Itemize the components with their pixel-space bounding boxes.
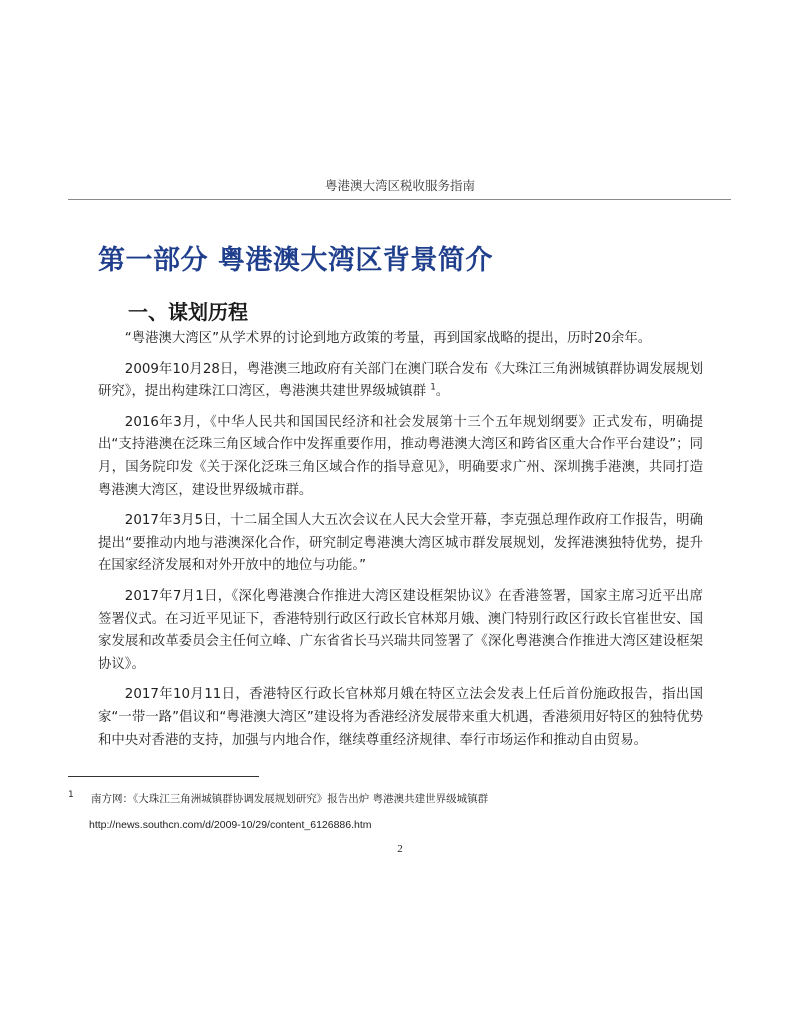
footnote-url[interactable]: http://news.southcn.com/d/2009-10/29/content_6126886.htm xyxy=(89,819,372,831)
paragraph-1: “粤港澳大湾区”从学术界的讨论到地方政策的考量，再到国家战略的提出，历时20余年。 xyxy=(124,331,652,346)
footnote-text: 南方网：《大珠江三角洲城镇群协调发展规划研究》报告出炉 粤港澳共建世界级城镇群 xyxy=(91,793,489,805)
paragraph-2-end: 。 xyxy=(435,384,450,400)
paragraph-2 xyxy=(98,359,703,404)
running-header: 粤港澳大湾区税收服务指南 xyxy=(324,178,475,193)
part-title: 第一部分 粤港澳大湾区背景简介 xyxy=(98,245,493,276)
footnote-marker: 1 xyxy=(68,790,74,800)
paragraph-5: 2017年7月1日，《深化粤港澳合作推进大湾区建设框架协议》在香港签署，国家主席习近平出席签署仪式。在习近平见证下，香港特别行政区行政长官林郑月娥、澳门特别行政区行政长官崔世安、国家发展和改革委员会主任何立峰、广东省省长马兴瑞共同签署了《深化粤港澳合作推进大湾区建设框架协议》。 xyxy=(98,588,703,672)
footnote-reference[interactable]: 1 xyxy=(430,382,436,393)
page-number: 2 xyxy=(397,843,403,855)
footnote xyxy=(68,786,728,838)
paragraph-3: 2016年3月，《中华人民共和国国民经济和社会发展第十三个五年规划纲要》正式发布，明确提出“支持港澳在泛珠三角区域合作中发挥重要作用，推动粤港澳大湾区和跨省区重大合作平台建设”；同月，国务院印发《关于深化泛珠三角区域合作的指导意见》，明确要求广州、深圳携手港澳，共同打造粤港澳大湾区，建设世界级城市群。 xyxy=(98,414,703,498)
header-divider xyxy=(68,199,731,200)
paragraph-2-text: 2009年10月28日，粤港澳三地政府有关部门在澳门联合发布《大珠江三角洲城镇群协调发展规划研究》，提出构建珠江口湾区，粤港澳共建世界级城镇群 xyxy=(98,361,703,400)
footnote-divider xyxy=(68,776,259,777)
footnote-line xyxy=(68,786,728,812)
paragraph-4: 2017年3月5日，十二届全国人大五次会议在人民大会堂开幕，李克强总理作政府工作报告，明确提出“要推动内地与港澳深化合作，研究制定粤港澳大湾区城市群发展规划，发挥港澳独特优势，提升在国家经济发展和对外开放中的地位与功能。” xyxy=(98,513,703,574)
section-title: 一、谋划历程 xyxy=(128,300,248,324)
paragraph-6: 2017年10月11日，香港特区行政长官林郑月娥在特区立法会发表上任后首份施政报告，指出国家“一带一路”倡议和“粤港澳大湾区”建设将为香港经济发展带来重大机遇，香港须用好特区的独特优势和中央对香港的支持，加强与内地合作，继续尊重经济规律、奉行市场运作和推动自由贸易。 xyxy=(98,687,703,748)
body-text xyxy=(98,328,703,760)
